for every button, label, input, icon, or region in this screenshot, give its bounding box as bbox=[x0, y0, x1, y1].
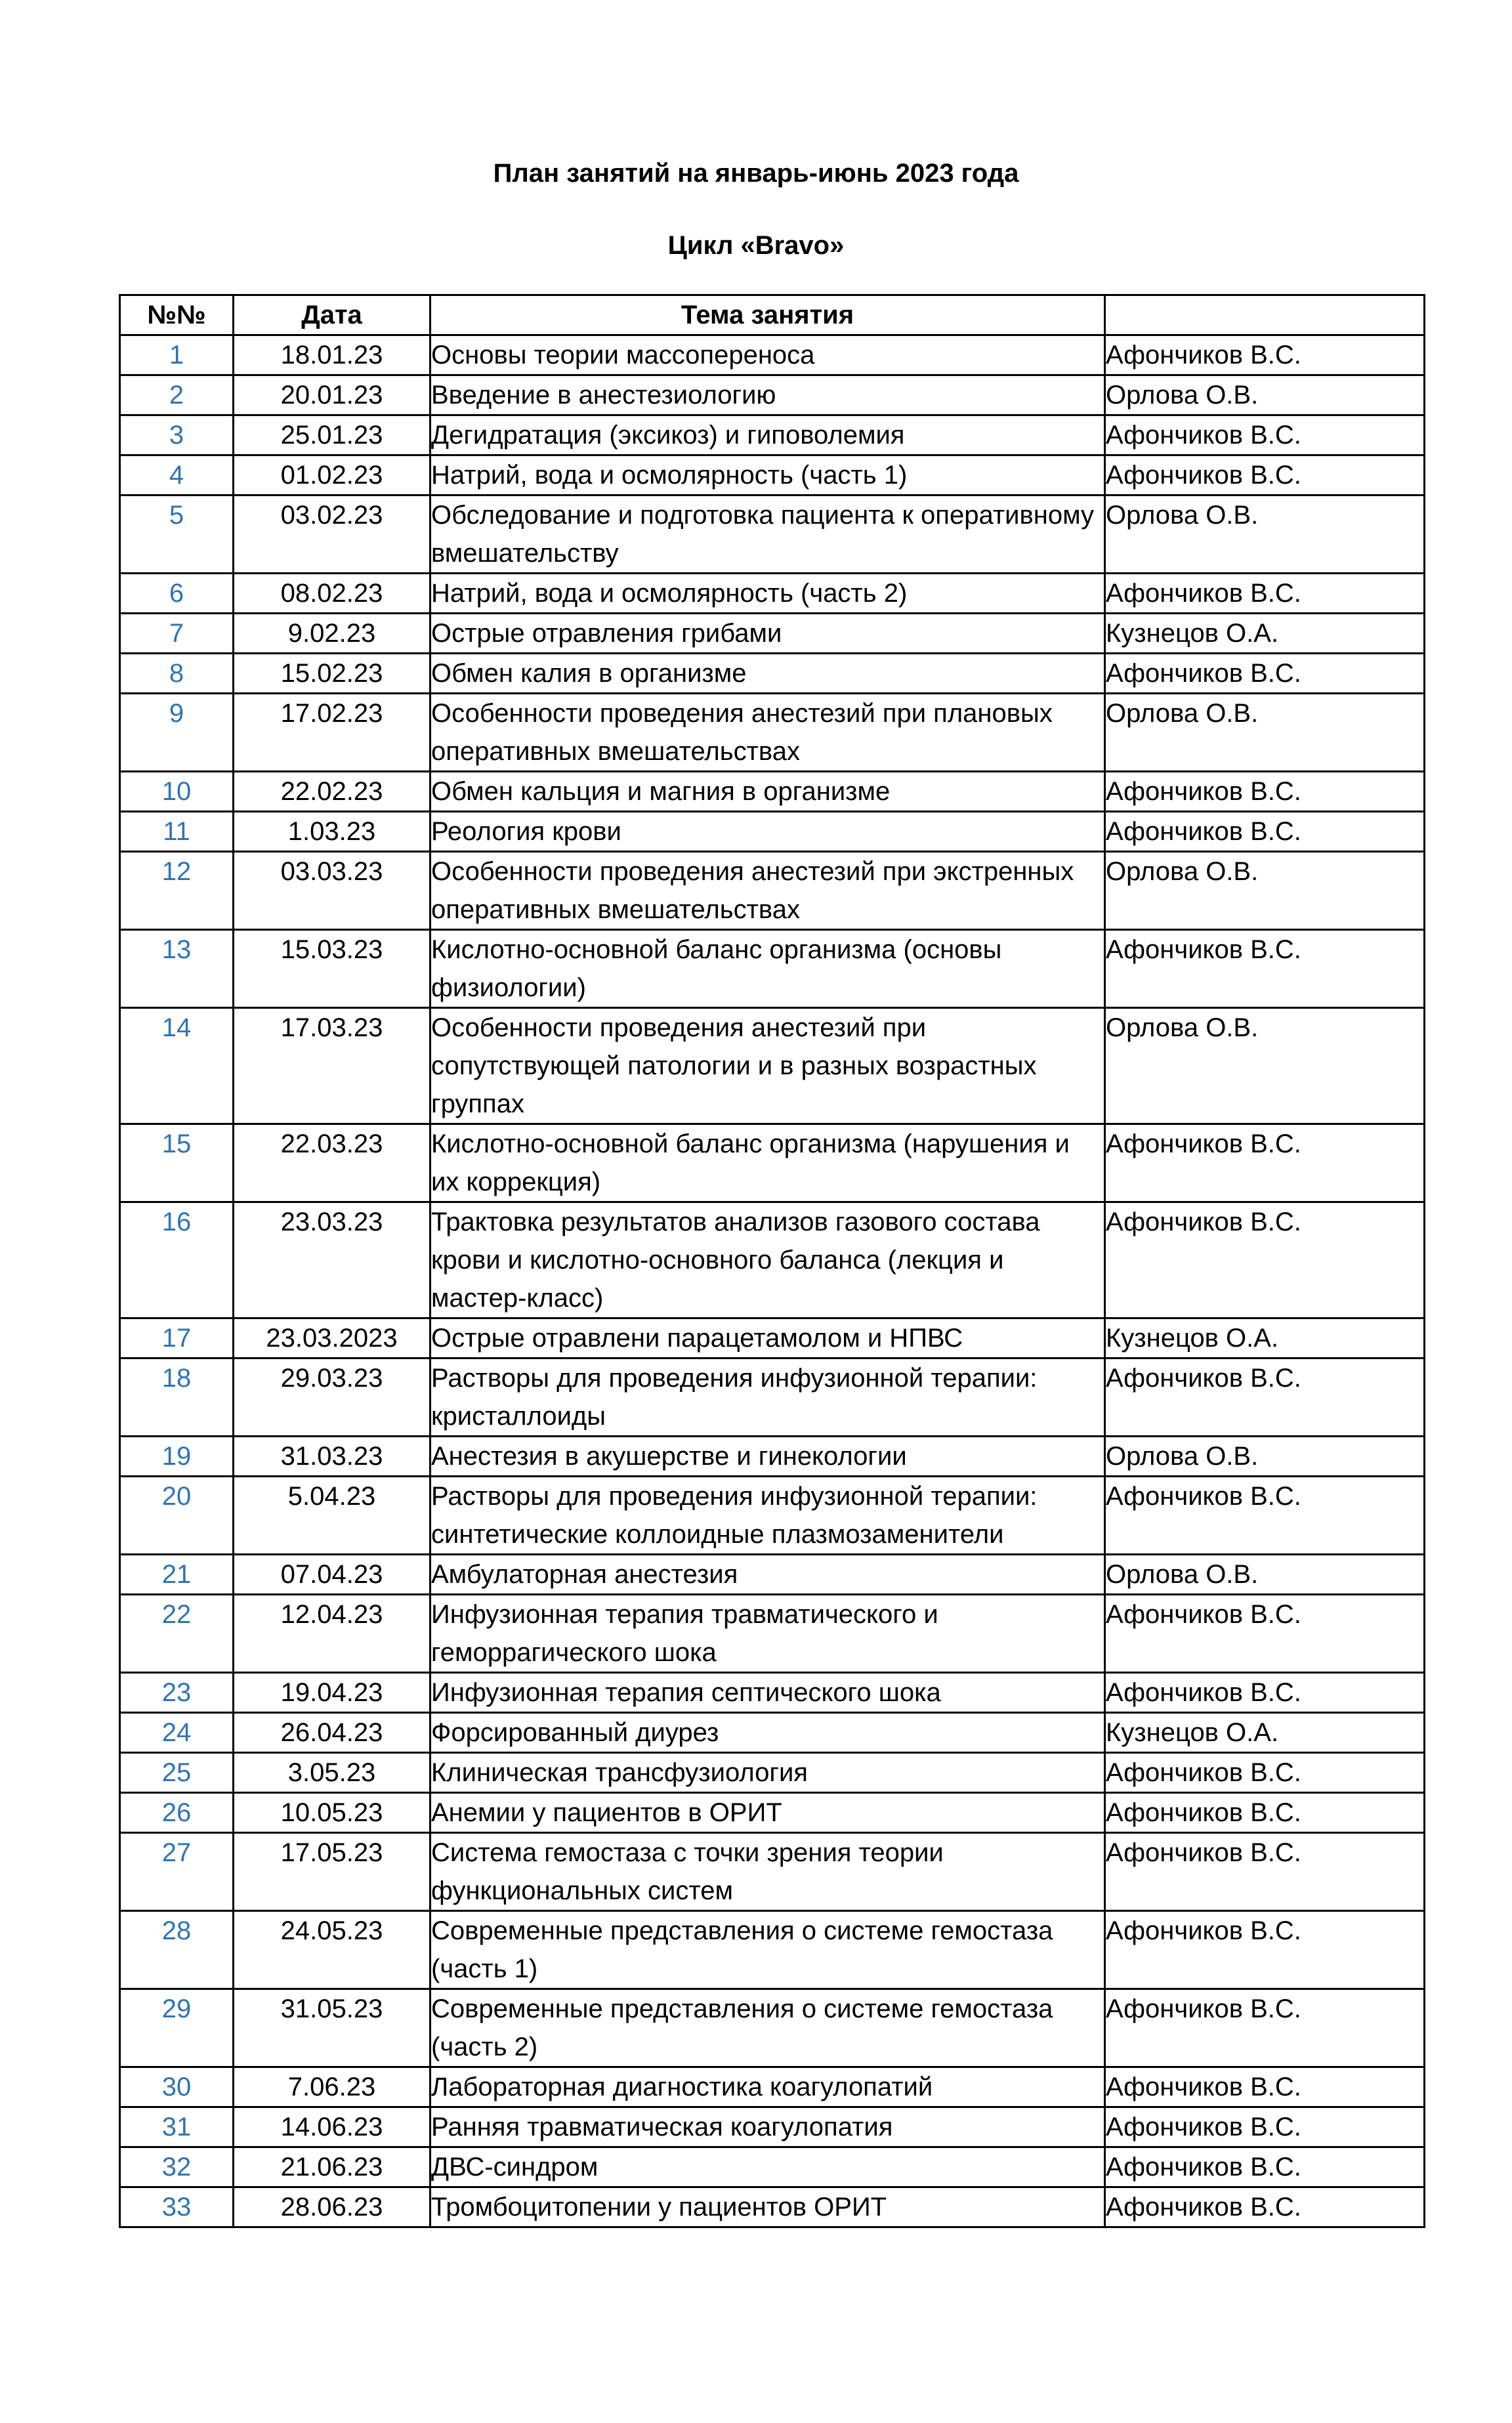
row-topic: Натрий, вода и осмолярность (часть 1) bbox=[430, 455, 1105, 495]
table-row bbox=[120, 1008, 1425, 1124]
row-number: 18 bbox=[120, 1359, 234, 1437]
row-number: 21 bbox=[120, 1555, 234, 1595]
row-number: 27 bbox=[120, 1833, 234, 1911]
row-topic: Амбулаторная анестезия bbox=[430, 1555, 1105, 1595]
row-date: 26.04.23 bbox=[234, 1713, 430, 1753]
row-topic: Растворы для проведения инфузионной терапии: синтетические коллоидные плазмозаменители bbox=[430, 1477, 1105, 1555]
row-date: 03.03.23 bbox=[234, 852, 430, 930]
table-row bbox=[120, 1833, 1425, 1911]
row-date: 15.02.23 bbox=[234, 654, 430, 694]
row-number: 22 bbox=[120, 1595, 234, 1673]
table-row bbox=[120, 335, 1425, 375]
table-row bbox=[120, 1318, 1425, 1359]
row-number: 13 bbox=[120, 930, 234, 1008]
table-row bbox=[120, 1359, 1425, 1437]
row-number: 7 bbox=[120, 614, 234, 654]
header-number: №№ bbox=[120, 295, 234, 335]
row-date: 31.05.23 bbox=[234, 1989, 430, 2067]
row-teacher: Афончиков В.С. bbox=[1105, 1833, 1425, 1911]
header-teacher bbox=[1105, 295, 1425, 335]
table-row bbox=[120, 812, 1425, 852]
row-teacher: Афончиков В.С. bbox=[1105, 772, 1425, 812]
table-row bbox=[120, 1989, 1425, 2067]
header-date: Дата bbox=[234, 295, 430, 335]
row-date: 17.02.23 bbox=[234, 694, 430, 772]
row-topic: Современные представления о системе гемостаза (часть 1) bbox=[430, 1911, 1105, 1989]
row-number: 6 bbox=[120, 574, 234, 614]
table-row bbox=[120, 1437, 1425, 1477]
row-date: 18.01.23 bbox=[234, 335, 430, 375]
table-header-row bbox=[120, 295, 1425, 335]
row-teacher: Кузнецов О.А. bbox=[1105, 1318, 1425, 1359]
row-date: 1.03.23 bbox=[234, 812, 430, 852]
table-row bbox=[120, 852, 1425, 930]
table-row bbox=[120, 654, 1425, 694]
row-number: 28 bbox=[120, 1911, 234, 1989]
row-teacher: Афончиков В.С. bbox=[1105, 654, 1425, 694]
row-topic: Тромбоцитопении у пациентов ОРИТ bbox=[430, 2187, 1105, 2227]
table-row bbox=[120, 2067, 1425, 2107]
row-topic: Основы теории массопереноса bbox=[430, 335, 1105, 375]
row-topic: Анестезия в акушерстве и гинекологии bbox=[430, 1437, 1105, 1477]
row-date: 07.04.23 bbox=[234, 1555, 430, 1595]
row-number: 14 bbox=[120, 1008, 234, 1124]
row-number: 8 bbox=[120, 654, 234, 694]
row-topic: Обследование и подготовка пациента к оперативному вмешательству bbox=[430, 495, 1105, 574]
row-date: 20.01.23 bbox=[234, 375, 430, 415]
row-number: 16 bbox=[120, 1202, 234, 1318]
row-date: 22.03.23 bbox=[234, 1124, 430, 1202]
row-number: 26 bbox=[120, 1793, 234, 1833]
row-date: 03.02.23 bbox=[234, 495, 430, 574]
row-number: 25 bbox=[120, 1753, 234, 1793]
row-teacher: Афончиков В.С. bbox=[1105, 574, 1425, 614]
row-number: 24 bbox=[120, 1713, 234, 1753]
page-title: План занятий на январь-июнь 2023 года bbox=[493, 159, 1019, 188]
row-date: 17.03.23 bbox=[234, 1008, 430, 1124]
row-number: 10 bbox=[120, 772, 234, 812]
row-topic: Острые отравлени парацетамолом и НПВС bbox=[430, 1318, 1105, 1359]
row-teacher: Афончиков В.С. bbox=[1105, 2107, 1425, 2147]
table-row bbox=[120, 1673, 1425, 1713]
row-date: 7.06.23 bbox=[234, 2067, 430, 2107]
table-row bbox=[120, 614, 1425, 654]
row-date: 28.06.23 bbox=[234, 2187, 430, 2227]
table-row bbox=[120, 1202, 1425, 1318]
table-row bbox=[120, 455, 1425, 495]
table-row bbox=[120, 1911, 1425, 1989]
row-topic: Введение в анестезиологию bbox=[430, 375, 1105, 415]
row-number: 1 bbox=[120, 335, 234, 375]
row-date: 24.05.23 bbox=[234, 1911, 430, 1989]
row-number: 19 bbox=[120, 1437, 234, 1477]
row-date: 22.02.23 bbox=[234, 772, 430, 812]
row-date: 29.03.23 bbox=[234, 1359, 430, 1437]
row-number: 23 bbox=[120, 1673, 234, 1713]
row-date: 08.02.23 bbox=[234, 574, 430, 614]
row-topic: Особенности проведения анестезий при сопутствующей патологии и в разных возрастных группах bbox=[430, 1008, 1105, 1124]
row-date: 17.05.23 bbox=[234, 1833, 430, 1911]
schedule-rows bbox=[120, 335, 1425, 2227]
row-date: 31.03.23 bbox=[234, 1437, 430, 1477]
row-teacher: Афончиков В.С. bbox=[1105, 1911, 1425, 1989]
row-topic: Клиническая трансфузиология bbox=[430, 1753, 1105, 1793]
row-topic: Особенности проведения анестезий при плановых оперативных вмешательствах bbox=[430, 694, 1105, 772]
row-teacher: Орлова О.В. bbox=[1105, 495, 1425, 574]
row-number: 33 bbox=[120, 2187, 234, 2227]
table-row bbox=[120, 1793, 1425, 1833]
row-teacher: Орлова О.В. bbox=[1105, 694, 1425, 772]
row-date: 23.03.23 bbox=[234, 1202, 430, 1318]
table-row bbox=[120, 495, 1425, 574]
table-row bbox=[120, 2107, 1425, 2147]
row-teacher: Афончиков В.С. bbox=[1105, 1989, 1425, 2067]
row-number: 2 bbox=[120, 375, 234, 415]
row-topic: Острые отравления грибами bbox=[430, 614, 1105, 654]
row-teacher: Орлова О.В. bbox=[1105, 1555, 1425, 1595]
table-row bbox=[120, 1124, 1425, 1202]
row-number: 32 bbox=[120, 2147, 234, 2187]
table-row bbox=[120, 694, 1425, 772]
row-topic: Реология крови bbox=[430, 812, 1105, 852]
row-date: 01.02.23 bbox=[234, 455, 430, 495]
row-topic: Трактовка результатов анализов газового состава крови и кислотно-основного баланса (лекция и мастер-класс) bbox=[430, 1202, 1105, 1318]
table-row bbox=[120, 930, 1425, 1008]
row-date: 25.01.23 bbox=[234, 415, 430, 455]
row-teacher: Афончиков В.С. bbox=[1105, 455, 1425, 495]
row-topic: Инфузионная терапия травматического и геморрагического шока bbox=[430, 1595, 1105, 1673]
table-row bbox=[120, 574, 1425, 614]
row-topic: Дегидратация (эксикоз) и гиповолемия bbox=[430, 415, 1105, 455]
row-teacher: Афончиков В.С. bbox=[1105, 1359, 1425, 1437]
row-date: 12.04.23 bbox=[234, 1595, 430, 1673]
table-row bbox=[120, 1753, 1425, 1793]
table-row bbox=[120, 415, 1425, 455]
cycle-subtitle: Цикл «Bravo» bbox=[667, 231, 845, 260]
row-number: 20 bbox=[120, 1477, 234, 1555]
row-date: 3.05.23 bbox=[234, 1753, 430, 1793]
row-number: 3 bbox=[120, 415, 234, 455]
row-topic: ДВС-синдром bbox=[430, 2147, 1105, 2187]
table-row bbox=[120, 1555, 1425, 1595]
row-teacher: Афончиков В.С. bbox=[1105, 1673, 1425, 1713]
row-topic: Система гемостаза с точки зрения теории функциональных систем bbox=[430, 1833, 1105, 1911]
row-number: 5 bbox=[120, 495, 234, 574]
row-number: 30 bbox=[120, 2067, 234, 2107]
row-topic: Натрий, вода и осмолярность (часть 2) bbox=[430, 574, 1105, 614]
row-topic: Обмен кальция и магния в организме bbox=[430, 772, 1105, 812]
table-row bbox=[120, 1477, 1425, 1555]
row-teacher: Афончиков В.С. bbox=[1105, 335, 1425, 375]
row-date: 9.02.23 bbox=[234, 614, 430, 654]
row-number: 11 bbox=[120, 812, 234, 852]
row-teacher: Кузнецов О.А. bbox=[1105, 614, 1425, 654]
row-teacher: Афончиков В.С. bbox=[1105, 2067, 1425, 2107]
row-teacher: Орлова О.В. bbox=[1105, 852, 1425, 930]
row-topic: Инфузионная терапия септического шока bbox=[430, 1673, 1105, 1713]
schedule-table bbox=[119, 294, 1425, 2228]
row-teacher: Афончиков В.С. bbox=[1105, 1793, 1425, 1833]
row-teacher: Афончиков В.С. bbox=[1105, 812, 1425, 852]
row-topic: Ранняя травматическая коагулопатия bbox=[430, 2107, 1105, 2147]
row-teacher: Афончиков В.С. bbox=[1105, 1124, 1425, 1202]
row-number: 31 bbox=[120, 2107, 234, 2147]
row-teacher: Орлова О.В. bbox=[1105, 1008, 1425, 1124]
row-teacher: Кузнецов О.А. bbox=[1105, 1713, 1425, 1753]
row-teacher: Афончиков В.С. bbox=[1105, 1753, 1425, 1793]
row-topic: Форсированный диурез bbox=[430, 1713, 1105, 1753]
row-number: 29 bbox=[120, 1989, 234, 2067]
row-teacher: Орлова О.В. bbox=[1105, 1437, 1425, 1477]
table-row bbox=[120, 772, 1425, 812]
row-teacher: Афончиков В.С. bbox=[1105, 930, 1425, 1008]
row-topic: Обмен калия в организме bbox=[430, 654, 1105, 694]
row-topic: Лабораторная диагностика коагулопатий bbox=[430, 2067, 1105, 2107]
row-teacher: Афончиков В.С. bbox=[1105, 1202, 1425, 1318]
row-topic: Особенности проведения анестезий при экстренных оперативных вмешательствах bbox=[430, 852, 1105, 930]
row-topic: Кислотно-основной баланс организма (основы физиологии) bbox=[430, 930, 1105, 1008]
row-number: 15 bbox=[120, 1124, 234, 1202]
row-date: 14.06.23 bbox=[234, 2107, 430, 2147]
row-number: 12 bbox=[120, 852, 234, 930]
row-topic: Современные представления о системе гемостаза (часть 2) bbox=[430, 1989, 1105, 2067]
row-date: 5.04.23 bbox=[234, 1477, 430, 1555]
row-teacher: Афончиков В.С. bbox=[1105, 1477, 1425, 1555]
table-row bbox=[120, 1713, 1425, 1753]
table-row bbox=[120, 1595, 1425, 1673]
row-date: 19.04.23 bbox=[234, 1673, 430, 1713]
row-number: 9 bbox=[120, 694, 234, 772]
table-row bbox=[120, 375, 1425, 415]
row-topic: Кислотно-основной баланс организма (нарушения и их коррекция) bbox=[430, 1124, 1105, 1202]
row-teacher: Афончиков В.С. bbox=[1105, 415, 1425, 455]
row-date: 23.03.2023 bbox=[234, 1318, 430, 1359]
header-topic: Тема занятия bbox=[430, 295, 1105, 335]
row-number: 17 bbox=[120, 1318, 234, 1359]
row-teacher: Орлова О.В. bbox=[1105, 375, 1425, 415]
row-number: 4 bbox=[120, 455, 234, 495]
row-topic: Анемии у пациентов в ОРИТ bbox=[430, 1793, 1105, 1833]
row-date: 15.03.23 bbox=[234, 930, 430, 1008]
row-date: 10.05.23 bbox=[234, 1793, 430, 1833]
row-teacher: Афончиков В.С. bbox=[1105, 2147, 1425, 2187]
row-teacher: Афончиков В.С. bbox=[1105, 2187, 1425, 2227]
table-row bbox=[120, 2147, 1425, 2187]
table-row bbox=[120, 2187, 1425, 2227]
row-topic: Растворы для проведения инфузионной терапии: кристаллоиды bbox=[430, 1359, 1105, 1437]
row-date: 21.06.23 bbox=[234, 2147, 430, 2187]
row-teacher: Афончиков В.С. bbox=[1105, 1595, 1425, 1673]
